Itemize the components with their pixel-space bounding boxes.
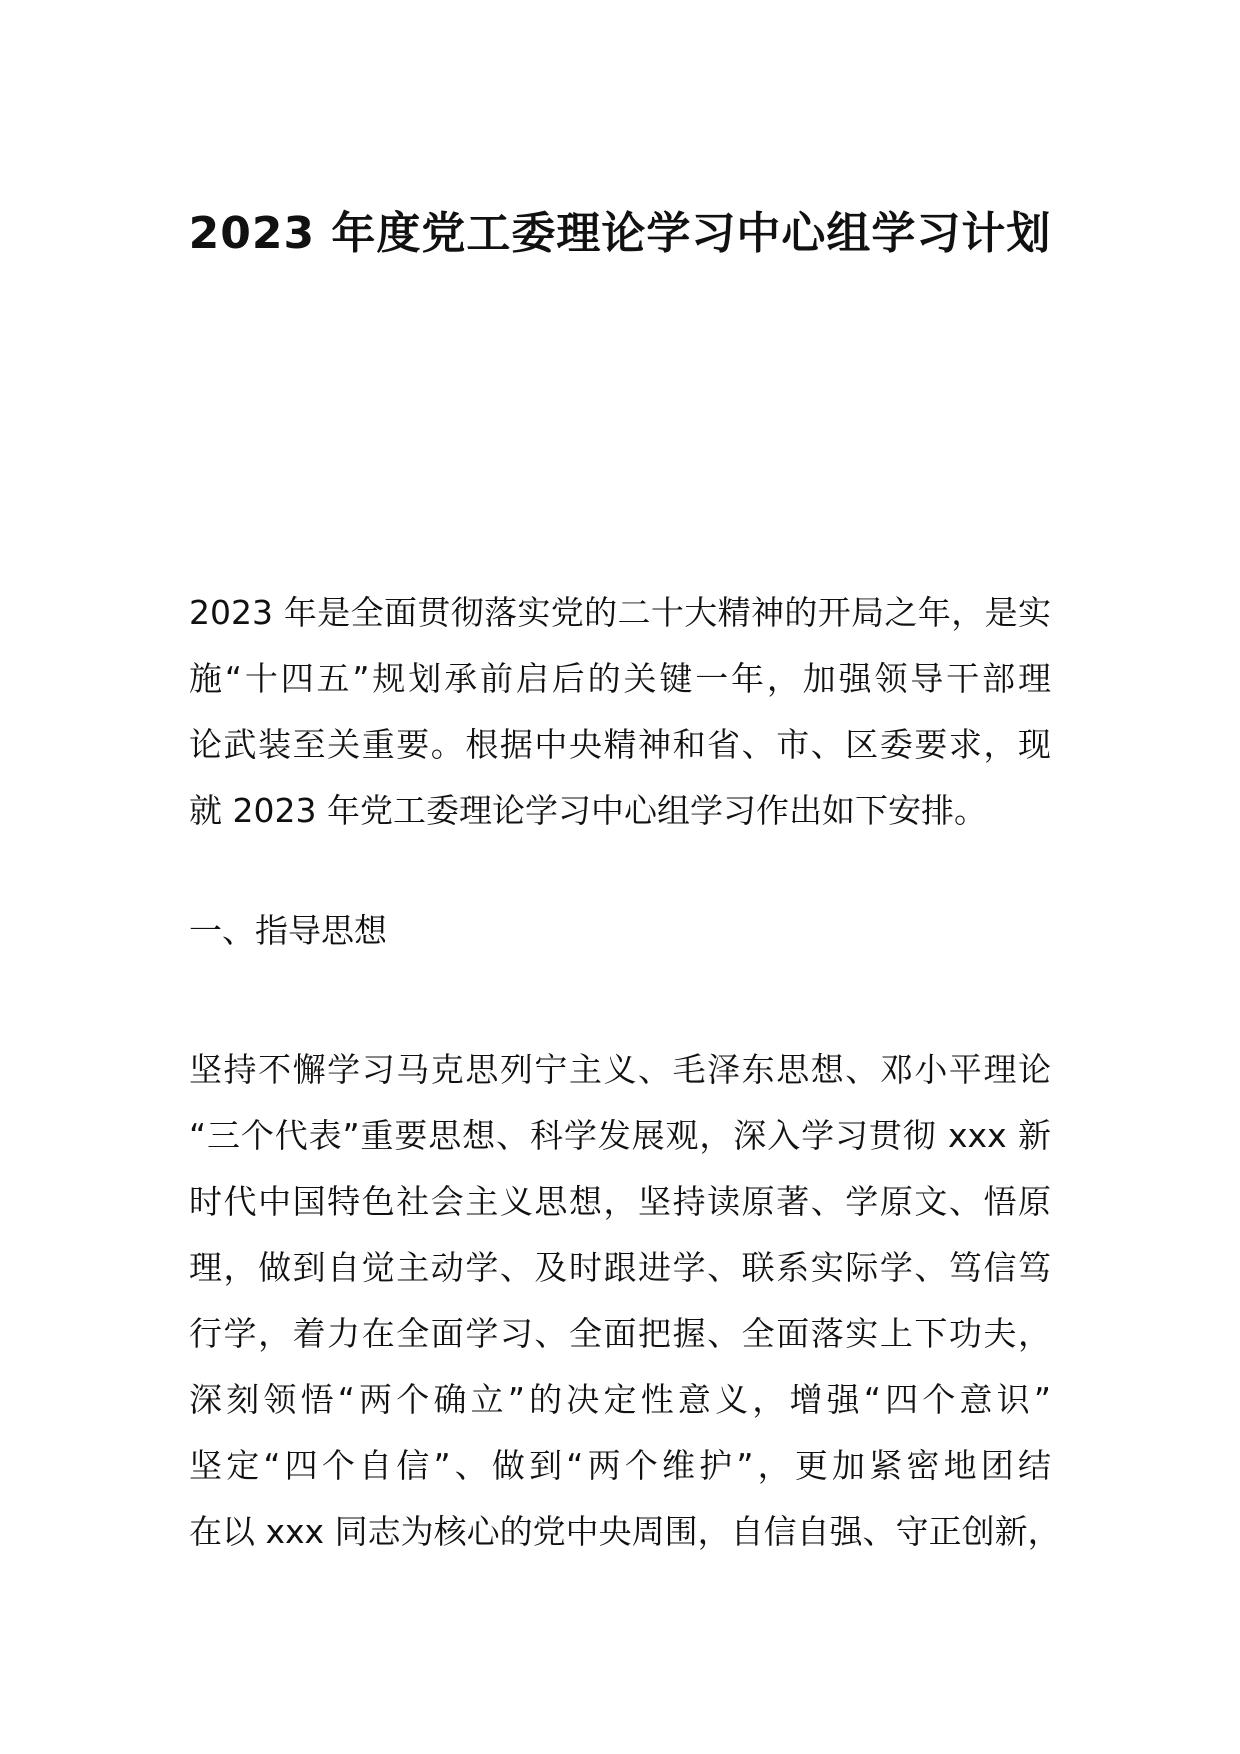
paragraph-line: 论武装至关重要。根据中央精神和省、市、区委要求，现 [189, 725, 1051, 764]
document-title: 2023 年度党工委理论学习中心组学习计划 [188, 208, 1052, 259]
paragraph-line: 行学，着力在全面学习、全面把握、全面落实上下功夫， [189, 1314, 1051, 1353]
section-heading: 一、指导思想 [189, 911, 387, 950]
paragraph-line: 时代中国特色社会主义思想，坚持读原著、学原文、悟原 [189, 1182, 1051, 1221]
paragraph-line: “三个代表”重要思想、科学发展观，深入学习贯彻 xxx 新 [189, 1116, 1051, 1155]
paragraph-line: 深刻领悟“两个确立”的决定性意义，增强“四个意识” [189, 1380, 1051, 1419]
guiding-ideology-paragraph [189, 1037, 1061, 1565]
intro-paragraph [189, 580, 1051, 844]
paragraph-line: 2023 年是全面贯彻落实党的二十大精神的开局之年，是实 [189, 593, 1051, 632]
paragraph-line: 施“十四五”规划承前启后的关键一年，加强领导干部理 [189, 659, 1051, 698]
paragraph-line: 在以 xxx 同志为核心的党中央周围，自信自强、守正创新， [189, 1512, 1061, 1551]
paragraph-line: 坚持不懈学习马克思列宁主义、毛泽东思想、邓小平理论 [189, 1050, 1051, 1089]
paragraph-line: 就 2023 年党工委理论学习中心组学习作出如下安排。 [189, 791, 987, 830]
section-heading-guiding-ideology [189, 898, 1051, 964]
paragraph-line: 理，做到自觉主动学、及时跟进学、联系实际学、笃信笃 [189, 1248, 1051, 1287]
paragraph-line: 坚定“四个自信”、做到“两个维护”，更加紧密地团结 [189, 1446, 1051, 1485]
